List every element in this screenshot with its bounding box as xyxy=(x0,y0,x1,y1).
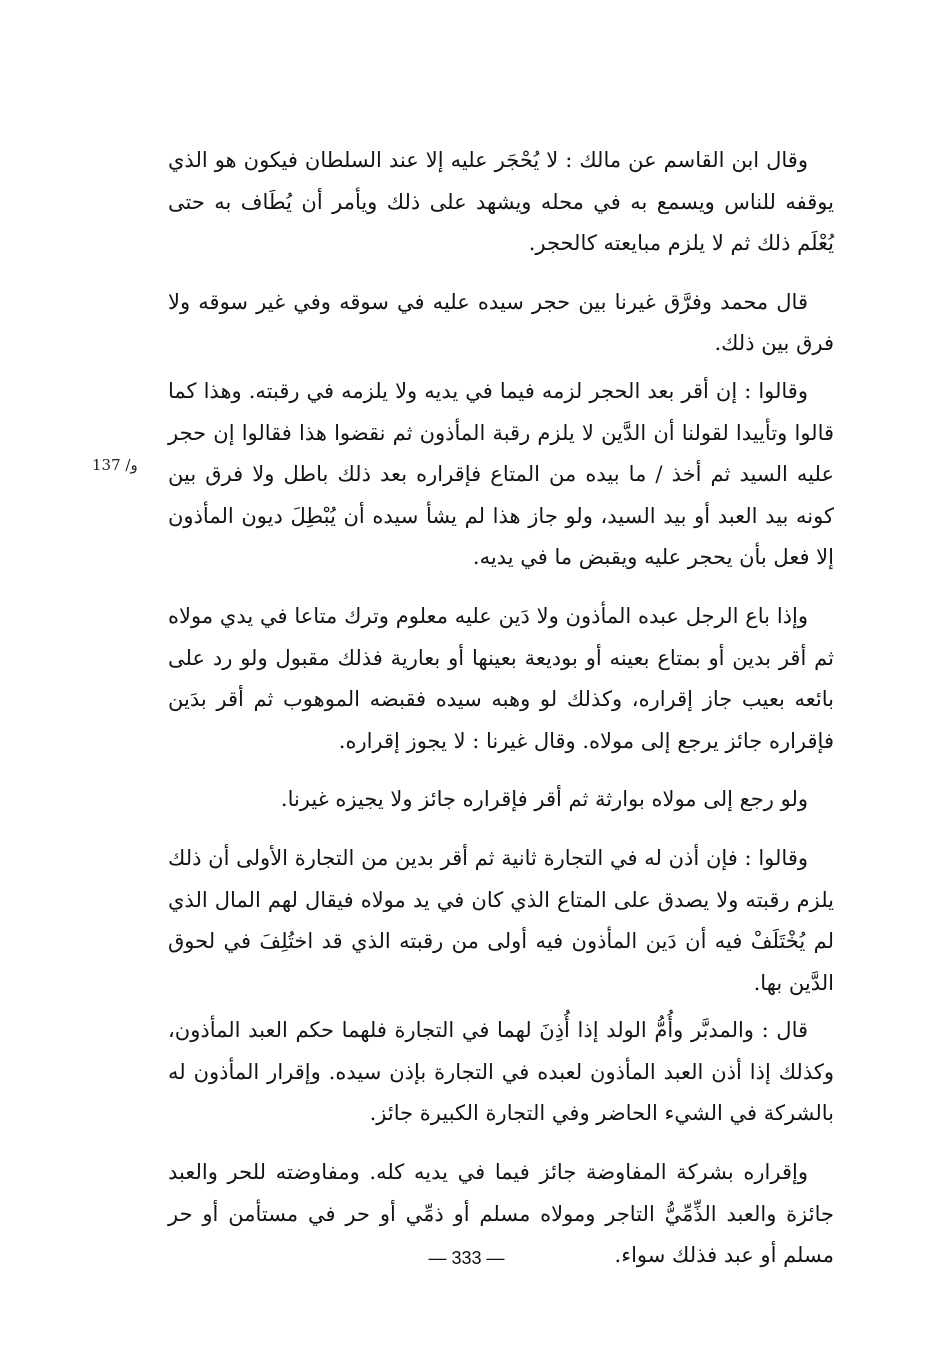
paragraph-4: وإذا باع الرجل عبده المأذون ولا دَين عليه معلوم وترك متاعا في يدي مولاه ثم أقر بدين أو بمتاع بعينه أو بوديعة بعينها أو بعارية فذلك مقبول ولو رد على بائعه بعيب جاز إقراره، وكذلك لو وهبه سيده فقبضه الموهوب ثم أقر بدَين فإقراره جائز يرجع إلى مولاه. وقال غيرنا : لا يجوز إقراره. xyxy=(168,603,834,753)
paragraph-7: قال : والمدبَّر وأُمُّ الولد إذا أُذِنَ لهما في التجارة فلهما حكم العبد المأذون، وكذلك إذا أذن العبد المأذون لعبده في التجارة بإذن سيده. وإقرار المأذون له بالشركة في الشيء الحاضر وفي التجارة الكبيرة جائز. xyxy=(168,1018,834,1126)
folio-margin-note: 137 /و xyxy=(92,456,138,474)
main-text xyxy=(168,140,834,1277)
paragraph-5: ولو رجع إلى مولاه بوارثة ثم أقر فإقراره جائز ولا يجيزه غيرنا. xyxy=(280,787,808,812)
paragraph-1: وقال ابن القاسم عن مالك : لا يُحْجَر عليه إلا عند السلطان فيكون هو الذي يوقفه للناس ويسمع به في محله ويشهد على ذلك ويأمر أن يُطَاف به حتى يُعْلَم ذلك ثم لا يلزم مبايعته كالحجر. xyxy=(168,148,834,256)
page-number: — 333 — xyxy=(428,1248,505,1268)
paragraph-6: وقالوا : فإن أذن له في التجارة ثانية ثم أقر بدين من التجارة الأولى أن ذلك يلزم رقبته ولا يصدق على المتاع الذي كان في يد مولاه فيقال لهم المال الذي لم يُخْتَلَفْ فيه أن دَين المأذون فيه أولى من رقبته الذي قد اختُلِفَ في لحوق الدَّين بها. xyxy=(168,845,834,995)
paragraph-2: قال محمد وفرَّق غيرنا بين حجر سيده عليه في سوقه وفي غير سوقه ولا فرق بين ذلك. xyxy=(168,289,834,356)
paragraph-8: وإقراره بشركة المفاوضة جائز فيما في يديه كله. ومفاوضته للحر والعبد جائزة والعبد الذِّمِّيُّ التاجر ومولاه مسلم أو ذمِّي أو حر في مستأمن أو حر مسلم أو عبد فذلك سواء. xyxy=(168,1160,834,1268)
paragraph-3: وقالوا : إن أقر بعد الحجر لزمه فيما في يديه ولا يلزمه في رقبته. وهذا كما قالوا وتأييدا لقولنا أن الدَّين لا يلزم رقبة المأذون ثم نقضوا هذا فقالوا إن حجر عليه السيد ثم أخذ / ما بيده من المتاع فإقراره بعد ذلك باطل ولا فرق بين كونه بيد العبد أو بيد السيد، ولو جاز هذا لم يشأ سيده أن يُبْطِلَ ديون المأذون إلا فعل بأن يحجر عليه ويقبض ما في يديه. xyxy=(168,378,834,570)
